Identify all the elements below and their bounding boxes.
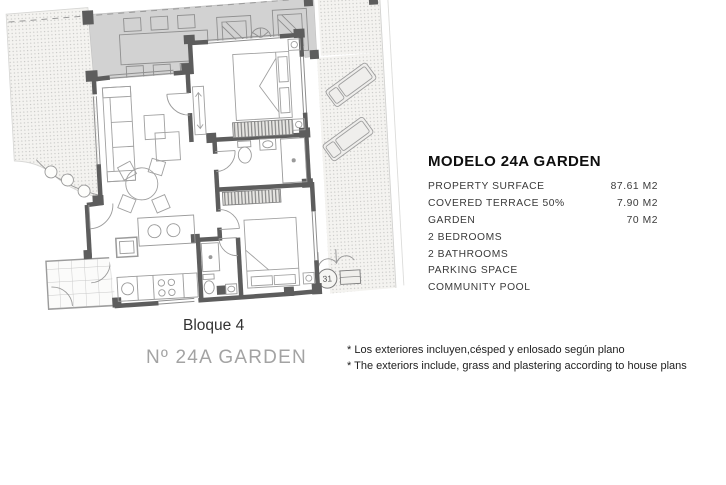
spec-row xyxy=(428,232,658,243)
spec-label: 2 BATHROOMS xyxy=(428,248,509,260)
spec-value: 87.61 M2 xyxy=(610,181,658,192)
spec-label: COVERED TERRACE 50% xyxy=(428,197,565,209)
closet-icon xyxy=(222,189,281,205)
spec-row xyxy=(428,265,658,276)
spec-label: GARDEN xyxy=(428,214,476,226)
bush-icon xyxy=(45,166,58,179)
plan-tilt-group xyxy=(6,0,404,313)
unit-marker-label: 31 xyxy=(322,273,333,284)
spec-label: PROPERTY SURFACE xyxy=(428,181,545,192)
unit-caption: Nº 24A GARDEN xyxy=(146,347,307,368)
spec-label: 2 BEDROOMS xyxy=(428,231,503,243)
model-title: MODELO 24A GARDEN xyxy=(428,153,601,170)
spec-row xyxy=(428,181,658,192)
spec-value: 70 M2 xyxy=(626,214,658,226)
spec-value: 7.90 M2 xyxy=(616,197,658,209)
spec-list xyxy=(428,181,658,293)
spec-label: PARKING SPACE xyxy=(428,265,518,277)
entrance-patio xyxy=(46,258,117,310)
spec-row xyxy=(428,198,658,209)
footnote-en: * The exteriors include, grass and plastering according to house plans xyxy=(347,359,687,372)
spec-label: COMMUNITY POOL xyxy=(428,282,531,294)
info-panel xyxy=(428,153,658,299)
closet-icon xyxy=(233,119,294,137)
bush-icon xyxy=(78,185,91,198)
footnote-es: * Los exteriores incluyen,césped y enlosado según plano xyxy=(347,344,625,356)
spec-row xyxy=(428,249,658,260)
floor-plan xyxy=(0,0,410,322)
spec-row xyxy=(428,282,658,293)
spec-row xyxy=(428,215,658,226)
footnotes xyxy=(347,343,687,374)
floor-plan-svg xyxy=(0,0,410,322)
block-caption: Bloque 4 xyxy=(183,317,245,334)
bush-icon xyxy=(61,174,74,187)
